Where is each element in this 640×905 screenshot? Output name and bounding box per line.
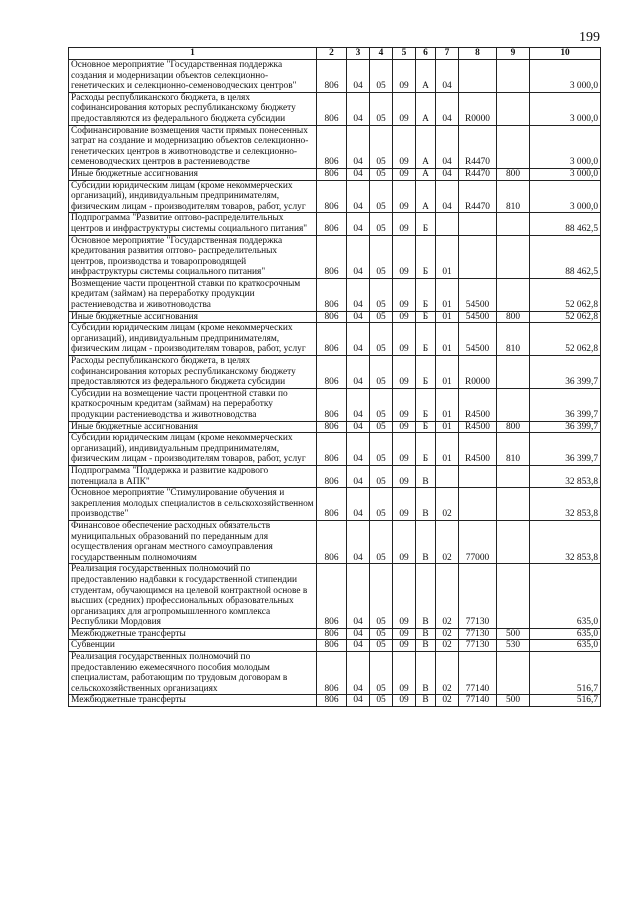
main-admin-code: 806	[317, 356, 347, 389]
subprogram-code: Б	[416, 278, 436, 311]
direction-code: R4470	[459, 180, 497, 213]
subprogram-code: А	[416, 168, 436, 180]
section-code: 04	[347, 323, 370, 356]
direction-code: R0000	[459, 92, 497, 125]
section-code: 04	[347, 695, 370, 707]
direction-code	[459, 465, 497, 487]
event-code: 02	[436, 652, 459, 695]
subprogram-code: В	[416, 640, 436, 652]
main-admin-code: 806	[317, 168, 347, 180]
table-row	[69, 421, 601, 433]
event-code	[436, 213, 459, 235]
event-code: 04	[436, 60, 459, 93]
table-row	[69, 695, 601, 707]
subprogram-code: В	[416, 488, 436, 521]
direction-code	[459, 213, 497, 235]
direction-code: R4500	[459, 433, 497, 466]
table-row	[69, 323, 601, 356]
table-row	[69, 356, 601, 389]
direction-code: 54500	[459, 323, 497, 356]
program-code: 09	[393, 433, 416, 466]
main-admin-code: 806	[317, 640, 347, 652]
amount: 516,7	[530, 695, 601, 707]
row-name: Иные бюджетные ассигнования	[69, 421, 317, 433]
event-code: 01	[436, 235, 459, 278]
expense-type-code: 800	[497, 168, 530, 180]
subsection-code: 05	[370, 652, 393, 695]
subprogram-code: В	[416, 628, 436, 640]
expense-type-code	[497, 60, 530, 93]
event-code: 01	[436, 433, 459, 466]
subprogram-code: Б	[416, 323, 436, 356]
expense-type-code	[497, 356, 530, 389]
direction-code: 77000	[459, 520, 497, 563]
table-row	[69, 180, 601, 213]
row-name: Подпрограмма "Поддержка и развитие кадрового потенциала в АПК"	[69, 465, 317, 487]
subprogram-code: Б	[416, 356, 436, 389]
subprogram-code: В	[416, 520, 436, 563]
table-row	[69, 388, 601, 421]
subsection-code: 05	[370, 465, 393, 487]
expense-type-code	[497, 213, 530, 235]
section-code: 04	[347, 520, 370, 563]
direction-code: 54500	[459, 311, 497, 323]
amount: 3 000,0	[530, 92, 601, 125]
expense-type-code: 800	[497, 311, 530, 323]
event-code: 04	[436, 92, 459, 125]
subprogram-code: Б	[416, 388, 436, 421]
expense-type-code	[497, 488, 530, 521]
column-header: 1	[69, 48, 317, 60]
section-code: 04	[347, 125, 370, 168]
subsection-code: 05	[370, 180, 393, 213]
table-body	[69, 60, 601, 707]
expense-type-code	[497, 388, 530, 421]
subprogram-code: Б	[416, 235, 436, 278]
event-code: 04	[436, 125, 459, 168]
event-code: 02	[436, 564, 459, 629]
table-header-row	[69, 48, 601, 60]
table-row	[69, 628, 601, 640]
amount: 52 062,8	[530, 311, 601, 323]
direction-code: 77130	[459, 564, 497, 629]
program-code: 09	[393, 168, 416, 180]
table-row	[69, 125, 601, 168]
subsection-code: 05	[370, 628, 393, 640]
event-code: 02	[436, 695, 459, 707]
program-code: 09	[393, 652, 416, 695]
row-name: Субвенции	[69, 640, 317, 652]
program-code: 09	[393, 421, 416, 433]
section-code: 04	[347, 652, 370, 695]
section-code: 04	[347, 465, 370, 487]
subsection-code: 05	[370, 278, 393, 311]
event-code: 01	[436, 278, 459, 311]
section-code: 04	[347, 433, 370, 466]
amount: 36 399,7	[530, 421, 601, 433]
subsection-code: 05	[370, 323, 393, 356]
subsection-code: 05	[370, 488, 393, 521]
subprogram-code: А	[416, 92, 436, 125]
main-admin-code: 806	[317, 564, 347, 629]
main-admin-code: 806	[317, 652, 347, 695]
table-row	[69, 433, 601, 466]
section-code: 04	[347, 564, 370, 629]
program-code: 09	[393, 92, 416, 125]
table-row	[69, 488, 601, 521]
event-code	[436, 465, 459, 487]
subsection-code: 05	[370, 695, 393, 707]
program-code: 09	[393, 520, 416, 563]
amount: 3 000,0	[530, 125, 601, 168]
column-header: 5	[393, 48, 416, 60]
row-name: Основное мероприятие "Государственная поддержка кредитования развития оптово- распределительных центров, производства и товаропроводящей инфраструктуры системы социального питания"	[69, 235, 317, 278]
table-row	[69, 520, 601, 563]
column-header: 10	[530, 48, 601, 60]
row-name: Субсидии на возмещение части процентной ставки по краткосрочным кредитам (займам) на переработку продукции растениеводства и животноводства	[69, 388, 317, 421]
table-row	[69, 640, 601, 652]
amount: 32 853,8	[530, 465, 601, 487]
budget-table	[68, 47, 601, 707]
column-header: 9	[497, 48, 530, 60]
amount: 3 000,0	[530, 60, 601, 93]
program-code: 09	[393, 180, 416, 213]
expense-type-code	[497, 278, 530, 311]
section-code: 04	[347, 180, 370, 213]
subsection-code: 05	[370, 125, 393, 168]
main-admin-code: 806	[317, 278, 347, 311]
table-row	[69, 652, 601, 695]
main-admin-code: 806	[317, 92, 347, 125]
subprogram-code: Б	[416, 213, 436, 235]
column-header: 4	[370, 48, 393, 60]
main-admin-code: 806	[317, 235, 347, 278]
expense-type-code	[497, 235, 530, 278]
program-code: 09	[393, 628, 416, 640]
direction-code: 77130	[459, 628, 497, 640]
expense-type-code	[497, 564, 530, 629]
subsection-code: 05	[370, 421, 393, 433]
section-code: 04	[347, 168, 370, 180]
amount: 3 000,0	[530, 168, 601, 180]
expense-type-code	[497, 520, 530, 563]
subprogram-code: Б	[416, 421, 436, 433]
subprogram-code: В	[416, 564, 436, 629]
amount: 32 853,8	[530, 520, 601, 563]
table-row	[69, 564, 601, 629]
program-code: 09	[393, 60, 416, 93]
column-header: 7	[436, 48, 459, 60]
section-code: 04	[347, 356, 370, 389]
event-code: 02	[436, 488, 459, 521]
row-name: Финансовое обеспечение расходных обязательств муниципальных образований по переданным для осуществления органам местного самоуправления государственным полномочиям	[69, 520, 317, 563]
direction-code: R4500	[459, 388, 497, 421]
amount: 635,0	[530, 628, 601, 640]
section-code: 04	[347, 235, 370, 278]
subsection-code: 05	[370, 356, 393, 389]
subsection-code: 05	[370, 564, 393, 629]
section-code: 04	[347, 311, 370, 323]
row-name: Реализация государственных полномочий по предоставлению ежемесячного пособия молодым специалистам, работающим по трудовым договорам в сельскохозяйственных организациях	[69, 652, 317, 695]
column-header: 2	[317, 48, 347, 60]
section-code: 04	[347, 213, 370, 235]
section-code: 04	[347, 488, 370, 521]
program-code: 09	[393, 311, 416, 323]
event-code: 01	[436, 323, 459, 356]
main-admin-code: 806	[317, 421, 347, 433]
subsection-code: 05	[370, 388, 393, 421]
table-row	[69, 465, 601, 487]
amount: 32 853,8	[530, 488, 601, 521]
direction-code: R4470	[459, 168, 497, 180]
event-code: 01	[436, 388, 459, 421]
subprogram-code: Б	[416, 433, 436, 466]
subsection-code: 05	[370, 92, 393, 125]
amount: 36 399,7	[530, 388, 601, 421]
main-admin-code: 806	[317, 213, 347, 235]
row-name: Основное мероприятие "Государственная поддержка создания и модернизации объектов селекционно-генетических и селекционно-семеноводческих центров"	[69, 60, 317, 93]
expense-type-code: 500	[497, 695, 530, 707]
row-name: Субсидии юридическим лицам (кроме некоммерческих организаций), индивидуальным предпринимателям, физическим лицам - производителям товаров, работ, услуг	[69, 433, 317, 466]
table-row	[69, 278, 601, 311]
column-header: 6	[416, 48, 436, 60]
expense-type-code: 500	[497, 628, 530, 640]
table-row	[69, 168, 601, 180]
program-code: 09	[393, 125, 416, 168]
subsection-code: 05	[370, 168, 393, 180]
program-code: 09	[393, 356, 416, 389]
table-row	[69, 235, 601, 278]
row-name: Субсидии юридическим лицам (кроме некоммерческих организаций), индивидуальным предпринимателям, физическим лицам - производителям товаров, работ, услуг	[69, 323, 317, 356]
subprogram-code: А	[416, 60, 436, 93]
amount: 635,0	[530, 640, 601, 652]
event-code: 01	[436, 311, 459, 323]
subsection-code: 05	[370, 235, 393, 278]
program-code: 09	[393, 695, 416, 707]
expense-type-code: 810	[497, 323, 530, 356]
amount: 88 462,5	[530, 213, 601, 235]
row-name: Подпрограмма "Развитие оптово-распределительных центров и инфраструктуры системы социального питания"	[69, 213, 317, 235]
subsection-code: 05	[370, 311, 393, 323]
table-row	[69, 311, 601, 323]
event-code: 02	[436, 640, 459, 652]
subprogram-code: А	[416, 125, 436, 168]
subsection-code: 05	[370, 433, 393, 466]
main-admin-code: 806	[317, 628, 347, 640]
subprogram-code: В	[416, 465, 436, 487]
row-name: Иные бюджетные ассигнования	[69, 311, 317, 323]
section-code: 04	[347, 92, 370, 125]
main-admin-code: 806	[317, 60, 347, 93]
row-name: Расходы республиканского бюджета, в целях софинансирования которых республиканскому бюджету предоставляются из федерального бюджета субсидии	[69, 92, 317, 125]
program-code: 09	[393, 235, 416, 278]
section-code: 04	[347, 628, 370, 640]
subsection-code: 05	[370, 60, 393, 93]
subsection-code: 05	[370, 213, 393, 235]
program-code: 09	[393, 388, 416, 421]
amount: 52 062,8	[530, 278, 601, 311]
expense-type-code: 810	[497, 433, 530, 466]
main-admin-code: 806	[317, 125, 347, 168]
expense-type-code	[497, 92, 530, 125]
direction-code: 54500	[459, 278, 497, 311]
section-code: 04	[347, 640, 370, 652]
row-name: Субсидии юридическим лицам (кроме некоммерческих организаций), индивидуальным предпринимателям, физическим лицам - производителям товаров, работ, услуг	[69, 180, 317, 213]
main-admin-code: 806	[317, 388, 347, 421]
amount: 52 062,8	[530, 323, 601, 356]
main-admin-code: 806	[317, 323, 347, 356]
event-code: 04	[436, 180, 459, 213]
expense-type-code: 810	[497, 180, 530, 213]
event-code: 02	[436, 520, 459, 563]
main-admin-code: 806	[317, 520, 347, 563]
table-row	[69, 60, 601, 93]
main-admin-code: 806	[317, 311, 347, 323]
direction-code: R4470	[459, 125, 497, 168]
row-name: Основное мероприятие "Стимулирование обучения и закрепления молодых специалистов в сельскохозяйственном производстве"	[69, 488, 317, 521]
row-name: Межбюджетные трансферты	[69, 628, 317, 640]
direction-code: 77130	[459, 640, 497, 652]
event-code: 04	[436, 168, 459, 180]
row-name: Возмещение части процентной ставки по краткосрочным кредитам (займам) на переработку продукции растениеводства и животноводства	[69, 278, 317, 311]
main-admin-code: 806	[317, 695, 347, 707]
section-code: 04	[347, 60, 370, 93]
amount: 36 399,7	[530, 356, 601, 389]
column-header: 8	[459, 48, 497, 60]
amount: 516,7	[530, 652, 601, 695]
main-admin-code: 806	[317, 488, 347, 521]
subsection-code: 05	[370, 640, 393, 652]
expense-type-code	[497, 652, 530, 695]
event-code: 01	[436, 421, 459, 433]
main-admin-code: 806	[317, 433, 347, 466]
direction-code: R0000	[459, 356, 497, 389]
amount: 88 462,5	[530, 235, 601, 278]
table-row	[69, 213, 601, 235]
expense-type-code	[497, 465, 530, 487]
program-code: 09	[393, 278, 416, 311]
subprogram-code: Б	[416, 311, 436, 323]
row-name: Иные бюджетные ассигнования	[69, 168, 317, 180]
program-code: 09	[393, 488, 416, 521]
section-code: 04	[347, 278, 370, 311]
subprogram-code: А	[416, 180, 436, 213]
expense-type-code: 530	[497, 640, 530, 652]
main-admin-code: 806	[317, 465, 347, 487]
event-code: 01	[436, 356, 459, 389]
program-code: 09	[393, 640, 416, 652]
direction-code	[459, 488, 497, 521]
subprogram-code: В	[416, 652, 436, 695]
page-number: 199	[579, 30, 600, 45]
amount: 3 000,0	[530, 180, 601, 213]
expense-type-code: 800	[497, 421, 530, 433]
row-name: Реализация государственных полномочий по предоставлению надбавки к государственной стипендии студентам, обучающимся на целевой контрактной основе в высших (средних) профессиональных образовательных организациях для агропромышленного комплекса Республики Мордовия	[69, 564, 317, 629]
direction-code: R4500	[459, 421, 497, 433]
column-header: 3	[347, 48, 370, 60]
section-code: 04	[347, 421, 370, 433]
main-admin-code: 806	[317, 180, 347, 213]
program-code: 09	[393, 213, 416, 235]
row-name: Софинансирование возмещения части прямых понесенных затрат на создание и модернизацию объектов селекционно-генетических центров в животноводстве и селекционно-семеноводческих центров в растениеводстве	[69, 125, 317, 168]
row-name: Межбюджетные трансферты	[69, 695, 317, 707]
direction-code	[459, 235, 497, 278]
expense-type-code	[497, 125, 530, 168]
row-name: Расходы республиканского бюджета, в целях софинансирования которых республиканскому бюджету предоставляются из федерального бюджета субсидии	[69, 356, 317, 389]
table-row	[69, 92, 601, 125]
amount: 36 399,7	[530, 433, 601, 466]
subprogram-code: В	[416, 695, 436, 707]
direction-code: 77140	[459, 695, 497, 707]
subsection-code: 05	[370, 520, 393, 563]
program-code: 09	[393, 323, 416, 356]
amount: 635,0	[530, 564, 601, 629]
direction-code	[459, 60, 497, 93]
direction-code: 77140	[459, 652, 497, 695]
event-code: 02	[436, 628, 459, 640]
program-code: 09	[393, 564, 416, 629]
program-code: 09	[393, 465, 416, 487]
section-code: 04	[347, 388, 370, 421]
